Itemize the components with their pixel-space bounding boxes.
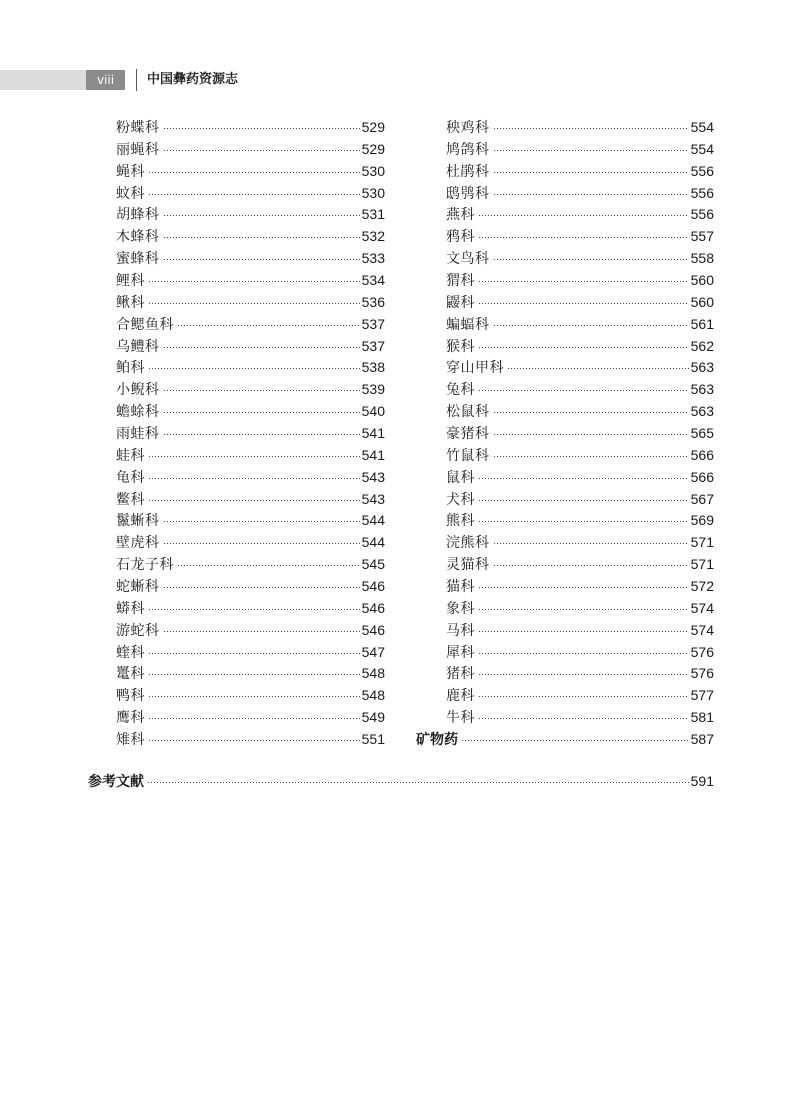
toc-entry-title: 豪猪科: [446, 425, 490, 442]
dot-leader: [148, 478, 360, 479]
toc-entry-page: 541: [361, 424, 385, 441]
dot-leader: [478, 237, 689, 238]
toc-entry-page: 562: [690, 337, 714, 354]
toc-entry-title: 鼍科: [116, 666, 145, 683]
dot-leader: [461, 740, 689, 741]
toc-entry[interactable]: [116, 706, 385, 728]
toc-entry-page: 529: [361, 140, 385, 157]
toc-entry-page: 561: [690, 315, 714, 332]
toc-entry-page: 566: [690, 446, 714, 463]
toc-entry[interactable]: [446, 182, 714, 204]
toc-entry-page: 556: [690, 184, 714, 201]
toc-entry-page: 533: [361, 250, 385, 267]
toc-entry-title: 木蜂科: [116, 229, 160, 246]
toc-entry-title: 蜜蜂科: [116, 251, 160, 268]
toc-entry-page: 540: [361, 403, 385, 420]
toc-entry-title: 鸱鸮科: [446, 185, 490, 202]
dot-leader: [148, 303, 360, 304]
toc-entry[interactable]: [116, 247, 385, 269]
dot-leader: [493, 172, 689, 173]
toc-entry-title: 蟾蜍科: [116, 404, 160, 421]
toc-entry-page: 560: [690, 271, 714, 288]
dot-leader: [478, 718, 689, 719]
toc-entry-title: 秧鸡科: [446, 119, 490, 136]
toc-entry[interactable]: [116, 728, 385, 750]
dot-leader: [148, 740, 360, 741]
toc-entry[interactable]: [116, 619, 385, 641]
toc-entry-page: 587: [690, 730, 714, 747]
toc-entry-title: 蝇科: [116, 163, 145, 180]
toc-entry-page: 546: [361, 577, 385, 594]
toc-entry-page: 567: [690, 490, 714, 507]
toc-entry[interactable]: [116, 269, 385, 291]
toc-entry-title: 马科: [446, 622, 475, 639]
toc-entry-page: 530: [361, 162, 385, 179]
toc-entry-page: 563: [690, 403, 714, 420]
toc-entry-title: 蝙蝠科: [446, 316, 490, 333]
dot-leader: [493, 565, 689, 566]
dot-leader: [148, 281, 360, 282]
toc-entry[interactable]: [446, 706, 714, 728]
toc-entry-title: 蟒科: [116, 600, 145, 617]
toc-entry[interactable]: [446, 160, 714, 182]
toc-entry-page: 569: [690, 512, 714, 529]
dot-leader: [478, 303, 689, 304]
toc-entry[interactable]: [446, 619, 714, 641]
toc-entry-page: 551: [361, 730, 385, 747]
toc-entry-page: 565: [690, 424, 714, 441]
toc-entry-title: 矿物药: [416, 731, 458, 748]
dot-leader: [148, 609, 360, 610]
toc-entry[interactable]: [116, 597, 385, 619]
toc-entry-title: 乌鳢科: [116, 338, 160, 355]
toc-entry-title: 文鸟科: [446, 251, 490, 268]
toc-entry[interactable]: [116, 575, 385, 597]
toc-entry[interactable]: [116, 466, 385, 488]
toc-entry-page: 543: [361, 490, 385, 507]
dot-leader: [163, 237, 360, 238]
toc-entry-page: 537: [361, 337, 385, 354]
toc-entry[interactable]: [446, 247, 714, 269]
toc-entry-title: 猪科: [446, 666, 475, 683]
toc-entry-title: 雨蛙科: [116, 425, 160, 442]
toc-entry-page: 546: [361, 621, 385, 638]
dot-leader: [478, 696, 689, 697]
toc-entry-title: 牛科: [446, 710, 475, 727]
toc-entry[interactable]: [446, 116, 714, 138]
toc-entry-page: 544: [361, 534, 385, 551]
dot-leader: [478, 631, 689, 632]
toc-entry[interactable]: [116, 291, 385, 313]
toc-entry[interactable]: [116, 641, 385, 663]
toc-entry-page: 544: [361, 512, 385, 529]
dot-leader: [148, 696, 360, 697]
dot-leader: [177, 325, 360, 326]
toc-entry[interactable]: [116, 684, 385, 706]
dot-leader: [163, 412, 360, 413]
toc-entry-page: 574: [690, 621, 714, 638]
dot-leader: [478, 674, 689, 675]
toc-entry-page: 531: [361, 206, 385, 223]
toc-entry[interactable]: [446, 662, 714, 684]
dot-leader: [478, 347, 689, 348]
dot-leader: [493, 150, 689, 151]
toc-entry[interactable]: [116, 116, 385, 138]
toc-entry-title: 蝰科: [116, 644, 145, 661]
dot-leader: [148, 194, 360, 195]
toc-entry[interactable]: [116, 400, 385, 422]
toc-entry-title: 鲌科: [116, 360, 145, 377]
dot-leader: [148, 500, 360, 501]
toc-entry-title: 鳅科: [116, 294, 145, 311]
toc-entry[interactable]: [116, 662, 385, 684]
toc-entry-title: 熊科: [446, 513, 475, 530]
toc-entry-title: 象科: [446, 600, 475, 617]
dot-leader: [148, 653, 360, 654]
toc-entry-page: 538: [361, 359, 385, 376]
toc-entry[interactable]: [446, 444, 714, 466]
toc-entry[interactable]: [446, 575, 714, 597]
toc-entry[interactable]: [116, 356, 385, 378]
dot-leader: [177, 565, 360, 566]
toc-entry-title: 粉蝶科: [116, 119, 160, 136]
dot-leader: [493, 456, 689, 457]
header-divider: [136, 69, 137, 91]
toc-entry-title: 雉科: [116, 731, 145, 748]
toc-entry-title: 灵猫科: [446, 557, 490, 574]
toc-entry[interactable]: [446, 291, 714, 313]
toc-entry[interactable]: [116, 444, 385, 466]
toc-entry-title: 犀科: [446, 644, 475, 661]
toc-entry-page: 581: [690, 709, 714, 726]
page-number: viii: [86, 70, 125, 90]
dot-leader: [163, 259, 360, 260]
toc-entry-title: 鼹科: [446, 294, 475, 311]
toc-entry-title: 鸭科: [116, 688, 145, 705]
toc-entry[interactable]: [446, 641, 714, 663]
toc-entry[interactable]: [446, 553, 714, 575]
toc-entry-title: 鹰科: [116, 710, 145, 727]
toc-entry-title: 浣熊科: [446, 535, 490, 552]
toc-entry-page: 563: [690, 359, 714, 376]
dot-leader: [163, 347, 360, 348]
toc-entry[interactable]: [446, 203, 714, 225]
toc-entry-page: 549: [361, 709, 385, 726]
toc-entry-title: 鼠科: [446, 469, 475, 486]
toc-entry-page: 536: [361, 293, 385, 310]
toc-entry-title: 壁虎科: [116, 535, 160, 552]
toc-entry-title: 兔科: [446, 382, 475, 399]
toc-entry[interactable]: [446, 269, 714, 291]
dot-leader: [163, 587, 360, 588]
toc-entry-page: 558: [690, 250, 714, 267]
toc-entry-title: 蛙科: [116, 447, 145, 464]
toc-entry-page: 548: [361, 687, 385, 704]
dot-leader: [493, 259, 689, 260]
toc-entry-page: 529: [361, 118, 385, 135]
toc-entry-title: 竹鼠科: [446, 447, 490, 464]
dot-leader: [163, 390, 360, 391]
toc-entry[interactable]: [446, 335, 714, 357]
toc-entry-title: 杜鹃科: [446, 163, 490, 180]
toc-entry-page: 541: [361, 446, 385, 463]
toc-entry-page: 545: [361, 556, 385, 573]
toc-entry-page: 530: [361, 184, 385, 201]
toc-entry-title: 鸦科: [446, 229, 475, 246]
toc-entry-page: 532: [361, 228, 385, 245]
toc-entry[interactable]: [116, 422, 385, 444]
toc-entry-title: 合鳃鱼科: [116, 316, 174, 333]
toc-entry[interactable]: [446, 400, 714, 422]
toc-entry[interactable]: [446, 597, 714, 619]
dot-leader: [148, 172, 360, 173]
toc-entry[interactable]: [116, 531, 385, 553]
toc-entry[interactable]: [446, 488, 714, 510]
toc-entry-title: 鬣蜥科: [116, 513, 160, 530]
toc-entry-title: 鸠鸽科: [446, 141, 490, 158]
toc-entry-page: 539: [361, 381, 385, 398]
toc-entry-title: 鳖科: [116, 491, 145, 508]
toc-column-right: [416, 116, 714, 750]
toc-entry-title: 石龙子科: [116, 557, 174, 574]
toc-entry[interactable]: [116, 225, 385, 247]
toc-entry-page: 554: [690, 118, 714, 135]
toc-entry-title: 猬科: [446, 272, 475, 289]
dot-leader: [147, 782, 689, 783]
dot-leader: [148, 674, 360, 675]
toc-entry[interactable]: [116, 509, 385, 531]
dot-leader: [493, 434, 689, 435]
dot-leader: [493, 128, 689, 129]
toc-entry-title: 参考文献: [88, 773, 144, 790]
toc-entry-page: 577: [690, 687, 714, 704]
toc-entry-page: 576: [690, 665, 714, 682]
toc-entry[interactable]: [116, 553, 385, 575]
toc-entry-page: 548: [361, 665, 385, 682]
toc-entry-title: 龟科: [116, 469, 145, 486]
toc-entry-mineral[interactable]: [416, 728, 714, 750]
dot-leader: [163, 543, 360, 544]
toc-entry[interactable]: [116, 313, 385, 335]
toc-entry-page: 576: [690, 643, 714, 660]
dot-leader: [163, 150, 360, 151]
toc-entry[interactable]: [116, 160, 385, 182]
toc-entry-title: 丽蝇科: [116, 141, 160, 158]
toc-entry[interactable]: [446, 356, 714, 378]
dot-leader: [163, 521, 360, 522]
dot-leader: [478, 478, 689, 479]
toc-entry-page: 591: [690, 772, 714, 789]
dot-leader: [493, 412, 689, 413]
dot-leader: [478, 390, 689, 391]
dot-leader: [493, 325, 689, 326]
toc-entry-title: 猫科: [446, 578, 475, 595]
toc-entry-title: 燕科: [446, 207, 475, 224]
toc-entry[interactable]: [116, 138, 385, 160]
toc-entry-title: 鲤科: [116, 272, 145, 289]
toc-entry[interactable]: [116, 335, 385, 357]
dot-leader: [478, 609, 689, 610]
book-title: 中国彝药资源志: [147, 72, 239, 87]
toc-entry[interactable]: [446, 422, 714, 444]
dot-leader: [478, 653, 689, 654]
toc-entry-page: 543: [361, 468, 385, 485]
dot-leader: [163, 128, 360, 129]
toc-entry[interactable]: [116, 488, 385, 510]
dot-leader: [148, 718, 360, 719]
toc-entry-title: 鹿科: [446, 688, 475, 705]
toc-entry-page: 537: [361, 315, 385, 332]
toc-entry-title: 蛇蜥科: [116, 578, 160, 595]
toc-entry-title: 松鼠科: [446, 404, 490, 421]
toc-entry-page: 556: [690, 206, 714, 223]
dot-leader: [493, 194, 689, 195]
toc-entry[interactable]: [446, 313, 714, 335]
dot-leader: [478, 281, 689, 282]
toc-entry-page: 572: [690, 577, 714, 594]
toc-entry[interactable]: [116, 203, 385, 225]
toc-entry[interactable]: [446, 466, 714, 488]
toc-entry-page: 571: [690, 534, 714, 551]
toc-entry[interactable]: [116, 182, 385, 204]
dot-leader: [163, 631, 360, 632]
toc-entry-title: 胡蜂科: [116, 207, 160, 224]
toc-entry-title: 蚊科: [116, 185, 145, 202]
toc-entry-title: 小鲵科: [116, 382, 160, 399]
dot-leader: [493, 543, 689, 544]
toc-entry-page: 547: [361, 643, 385, 660]
toc-entry[interactable]: [116, 378, 385, 400]
dot-leader: [478, 521, 689, 522]
toc-entry-title: 猴科: [446, 338, 475, 355]
toc-entry-page: 574: [690, 599, 714, 616]
toc-entry[interactable]: [446, 378, 714, 400]
toc-entry-page: 566: [690, 468, 714, 485]
toc-entry-page: 556: [690, 162, 714, 179]
toc-entry-title: 穿山甲科: [446, 360, 504, 377]
toc-column-left: [116, 116, 385, 750]
dot-leader: [163, 434, 360, 435]
dot-leader: [148, 456, 360, 457]
dot-leader: [478, 587, 689, 588]
toc-entry-page: 557: [690, 228, 714, 245]
dot-leader: [478, 500, 689, 501]
toc-entry-references[interactable]: [88, 770, 714, 792]
toc-entry-page: 571: [690, 556, 714, 573]
toc-entry-page: 534: [361, 271, 385, 288]
toc-entry[interactable]: [446, 684, 714, 706]
dot-leader: [163, 215, 360, 216]
dot-leader: [478, 215, 689, 216]
dot-leader: [507, 368, 689, 369]
toc-entry-page: 554: [690, 140, 714, 157]
toc-entry-page: 546: [361, 599, 385, 616]
toc-entry-title: 犬科: [446, 491, 475, 508]
toc-entry-page: 560: [690, 293, 714, 310]
dot-leader: [148, 368, 360, 369]
toc-entry-title: 游蛇科: [116, 622, 160, 639]
toc-entry-page: 563: [690, 381, 714, 398]
toc-entry[interactable]: [446, 225, 714, 247]
toc-entry[interactable]: [446, 138, 714, 160]
toc-entry[interactable]: [446, 531, 714, 553]
toc-entry[interactable]: [446, 509, 714, 531]
